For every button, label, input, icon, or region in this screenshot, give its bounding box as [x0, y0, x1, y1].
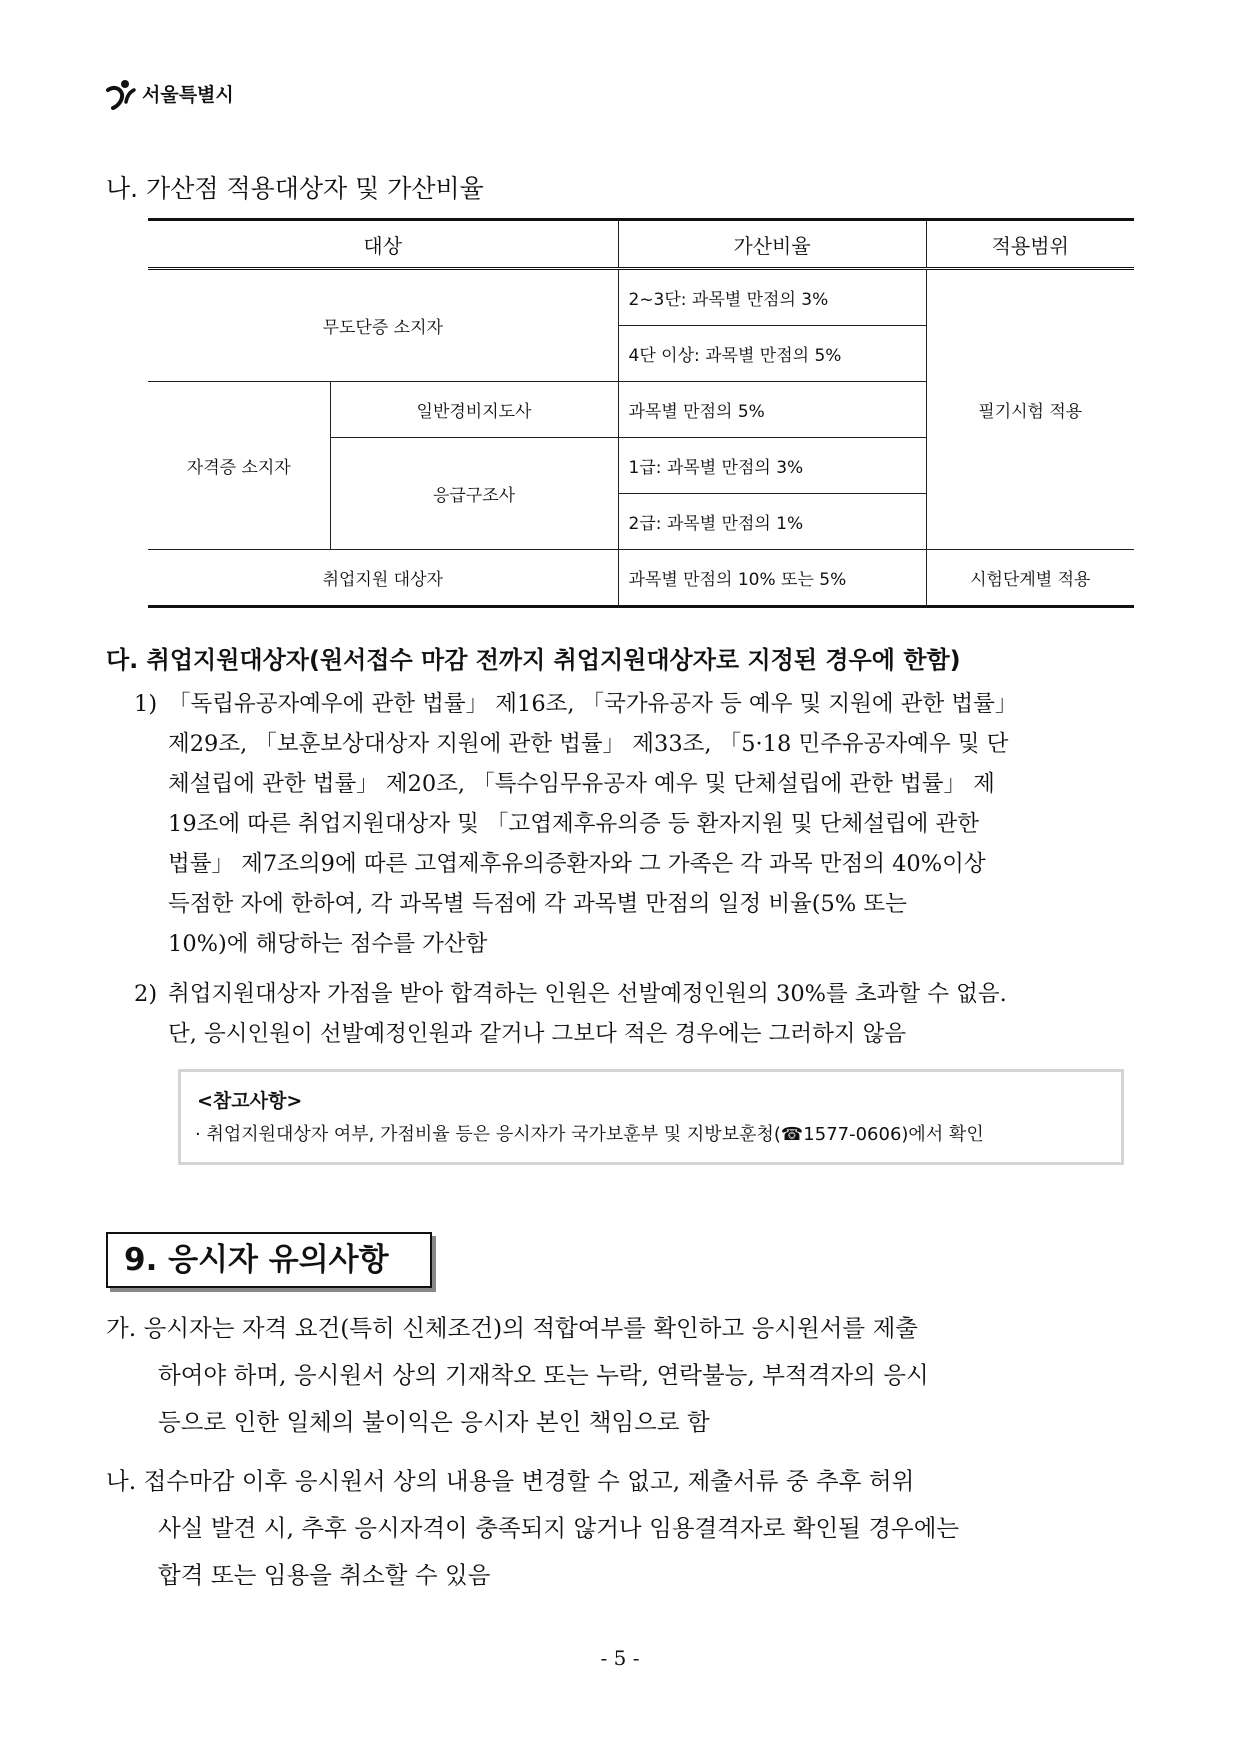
item1-line: 10%)에 해당하는 점수를 가산함	[168, 931, 488, 957]
cell-mudo: 무도단증 소지자	[148, 269, 618, 382]
item1-line: 법률」 제7조의9에 따른 고엽제후유의증환자와 그 가족은 각 과목 만점의 40%이상	[168, 851, 986, 877]
item1-line: 득점한 자에 한하여, 각 과목별 득점에 각 과목별 만점의 일정 비율(5% 또는	[168, 891, 907, 917]
header-target: 대상	[148, 220, 618, 269]
cell-rescue-rate-2: 2급: 과목별 만점의 1%	[618, 494, 926, 550]
seoul-logo	[104, 76, 234, 110]
cell-employ-scope: 시험단계별 적용	[926, 550, 1134, 607]
section9-ga	[106, 1305, 929, 1446]
item1-text	[168, 684, 1017, 964]
item1-number: 1)	[134, 691, 158, 717]
ga-line: 등으로 인한 일체의 불이익은 응시자 본인 책임으로 함	[158, 1408, 710, 1436]
cell-guard-rate: 과목별 만점의 5%	[618, 382, 926, 438]
section9-na	[106, 1458, 959, 1599]
ga-line: 하여야 하며, 응시원서 상의 기재착오 또는 누락, 연락불능, 부적격자의 응시	[158, 1361, 929, 1389]
table-row	[148, 550, 1134, 607]
cell-employ: 취업지원 대상자	[148, 550, 618, 607]
bonus-points-table	[148, 218, 1134, 608]
page-number: - 5 -	[600, 1646, 640, 1670]
cell-employ-rate: 과목별 만점의 10% 또는 5%	[618, 550, 926, 607]
cell-mudo-rate-2: 4단 이상: 과목별 만점의 5%	[618, 326, 926, 382]
item1-line: 「독립유공자예우에 관한 법률」 제16조, 「국가유공자 등 예우 및 지원에 관한 법률」	[168, 691, 1018, 717]
item2-line: 취업지원대상자 가점을 받아 합격하는 인원은 선발예정인원의 30%를 초과할 수 없음.	[168, 981, 1007, 1007]
table-header-row	[148, 220, 1134, 269]
item2-line: 단, 응시인원이 선발예정인원과 같거나 그보다 적은 경우에는 그러하지 않음	[168, 1021, 907, 1047]
cell-rescue-rate-1: 1급: 과목별 만점의 3%	[618, 438, 926, 494]
cell-mudo-rate-1: 2~3단: 과목별 만점의 3%	[618, 269, 926, 326]
item2-number: 2)	[134, 981, 158, 1007]
cell-cert: 자격증 소지자	[148, 382, 330, 550]
cell-guard: 일반경비지도사	[330, 382, 618, 438]
header-rate: 가산비율	[618, 220, 926, 269]
note-body: · 취업지원대상자 여부, 가점비율 등은 응시자가 국가보훈부 및 지방보훈청(☎1577-0606)에서 확인	[195, 1124, 984, 1145]
seoul-symbol-icon	[104, 76, 138, 110]
ga-line: 가. 응시자는 자격 요건(특히 신체조건)의 적합여부를 확인하고 응시원서를 제출	[106, 1314, 918, 1342]
section-na-title: 나. 가산점 적용대상자 및 가산비율	[106, 174, 484, 203]
item1-line: 19조에 따른 취업지원대상자 및 「고엽제후유의증 등 환자지원 및 단체설립에 관한	[168, 811, 980, 837]
reference-note	[178, 1069, 1124, 1165]
header-scope: 적용범위	[926, 220, 1134, 269]
item1-line: 제29조, 「보훈보상대상자 지원에 관한 법률」 제33조, 「5·18 민주유공자예우 및 단	[168, 731, 1009, 757]
table-row	[148, 269, 1134, 326]
section-da-title: 다. 취업지원대상자(원서접수 마감 전까지 취업지원대상자로 지정된 경우에 한함)	[106, 646, 961, 674]
item2-text	[168, 974, 1007, 1054]
cell-scope-written: 필기시험 적용	[926, 269, 1134, 550]
na-line: 나. 접수마감 이후 응시원서 상의 내용을 변경할 수 없고, 제출서류 중 추후 허위	[106, 1467, 915, 1495]
note-title: <참고사항>	[197, 1090, 303, 1112]
logo-text: 서울특별시	[142, 83, 234, 106]
na-line: 합격 또는 임용을 취소할 수 있음	[158, 1561, 491, 1589]
section9-title: 9. 응시자 유의사항	[106, 1232, 432, 1288]
cell-rescue: 응급구조사	[330, 438, 618, 550]
item1-line: 체설립에 관한 법률」 제20조, 「특수임무유공자 예우 및 단체설립에 관한 법률」 제	[168, 771, 995, 797]
na-line: 사실 발견 시, 추후 응시자격이 충족되지 않거나 임용결격자로 확인될 경우에는	[158, 1514, 960, 1542]
